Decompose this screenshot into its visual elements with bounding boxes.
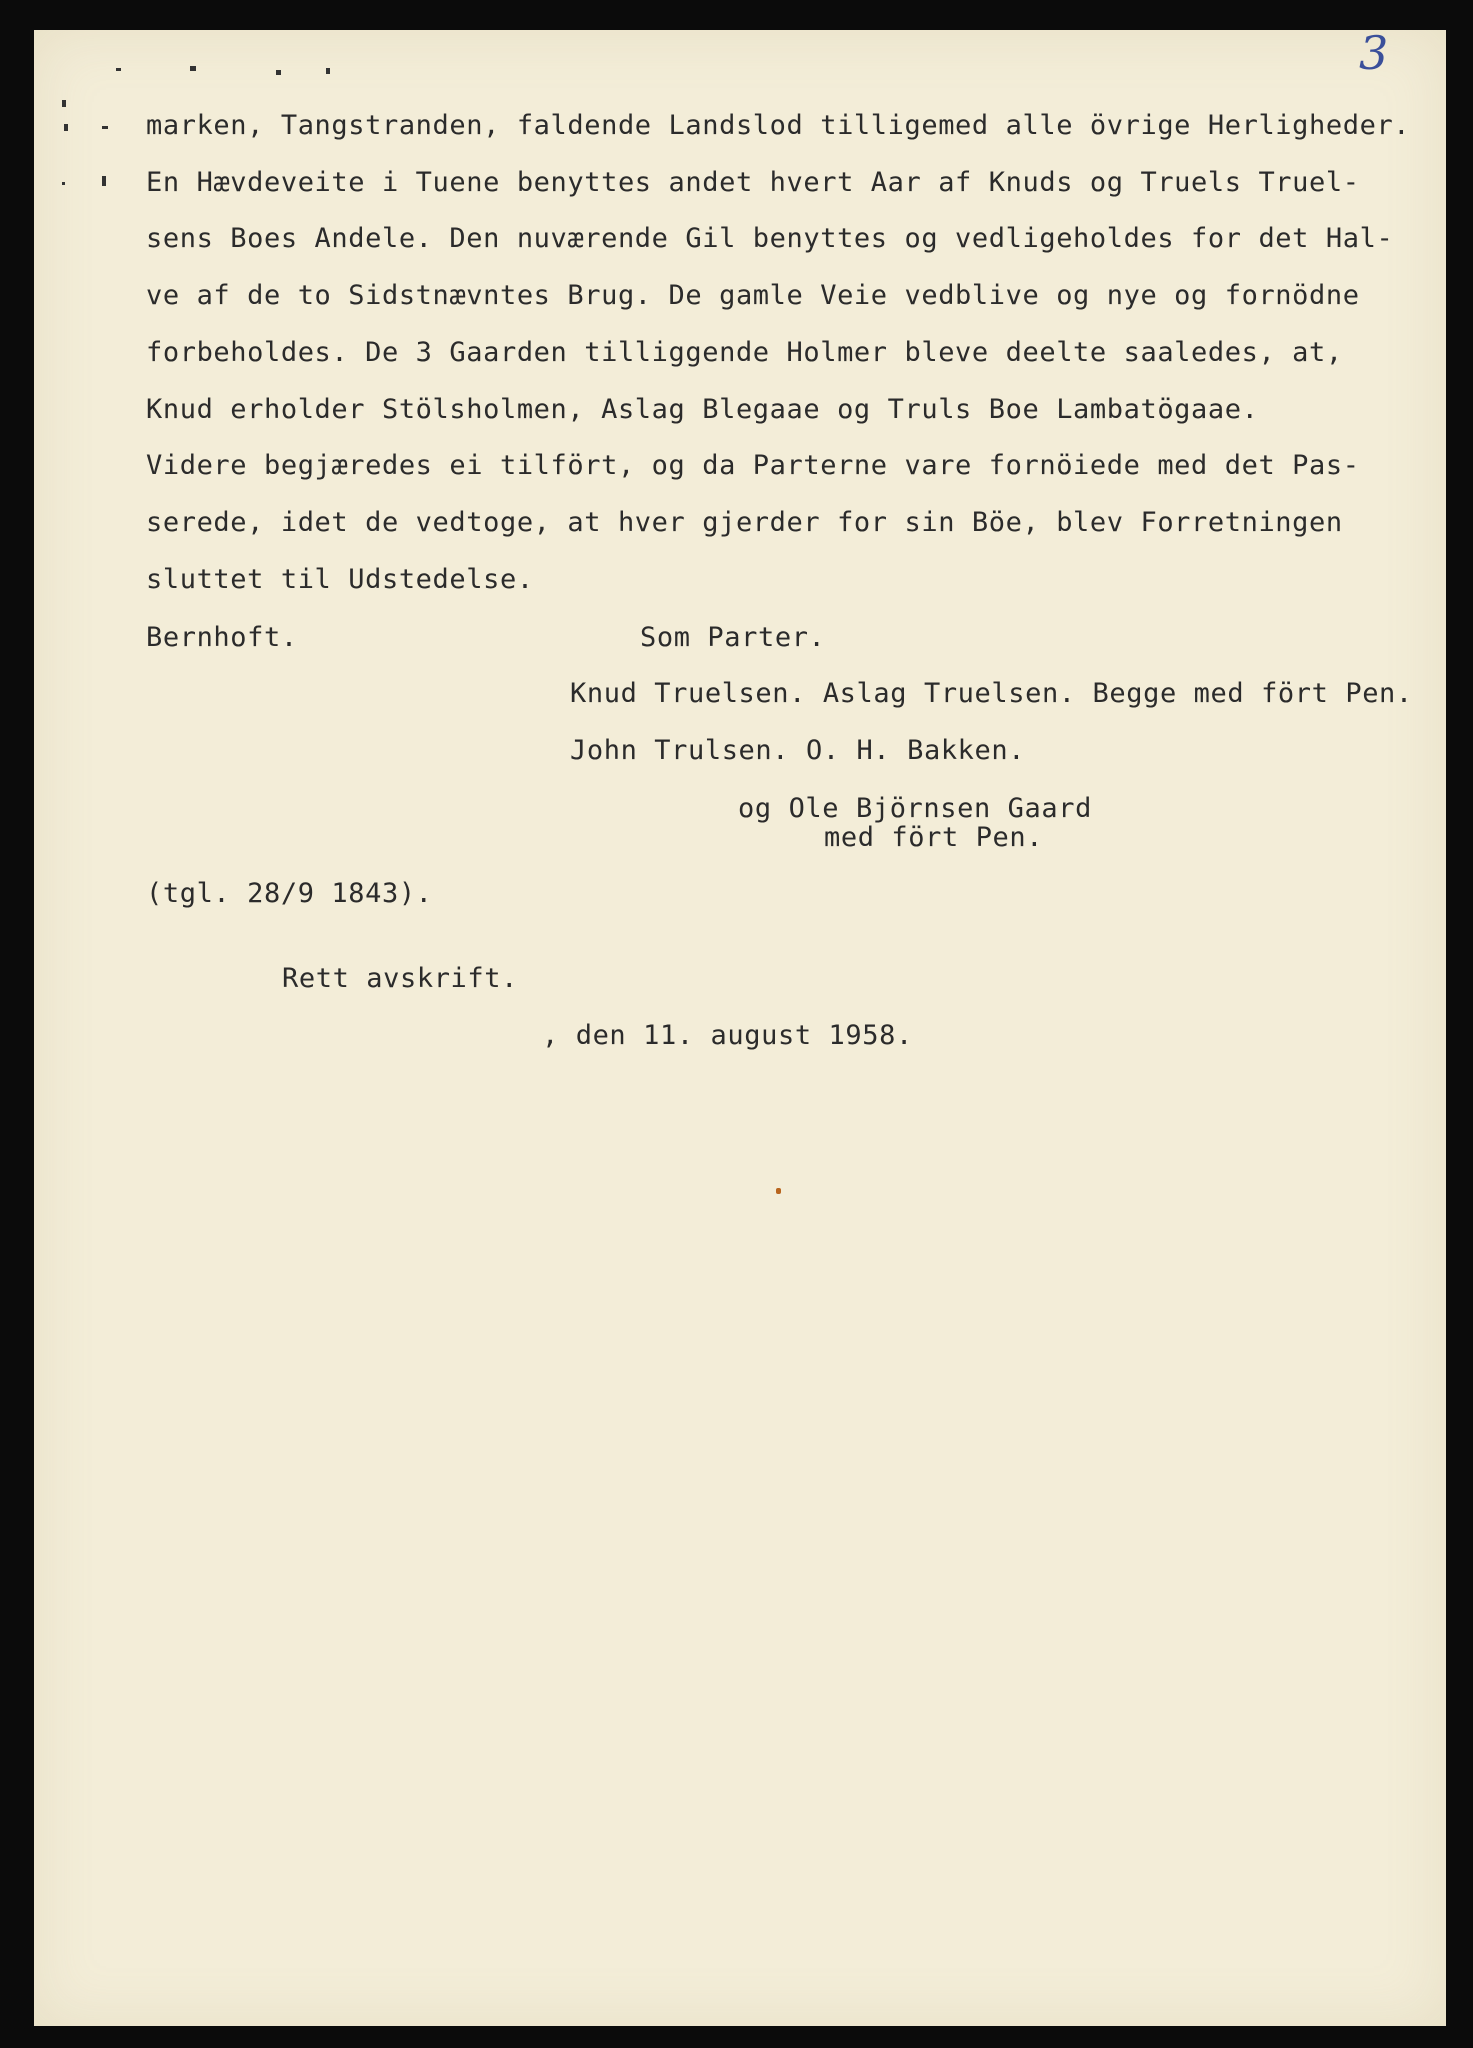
margin-mark [102,176,106,186]
margin-mark [276,70,281,75]
body-line: sluttet til Udstedelse. [146,564,534,595]
signatory: Bernhoft. [146,622,298,653]
body-line: En Hævdeveite i Tuene benyttes andet hvert Aar af Knuds og Truels Truel- [146,167,1360,198]
margin-mark [326,68,330,74]
ink-spot [776,1188,781,1194]
date-line: , den 11. august 1958. [542,1020,913,1051]
parties-heading: Som Parter. [640,622,826,653]
body-line: Knud erholder Stölsholmen, Aslag Blegaae og Truls Boe Lambatögaae. [146,394,1259,425]
body-line: serede, idet de vedtoge, at hver gjerder for sin Böe, blev Forretningen [146,507,1343,538]
document-page [34,26,1446,2026]
margin-mark [62,182,65,185]
margin-mark [116,68,121,71]
last-party-line: og Ole Björnsen Gaard [738,793,1092,824]
parties-line: John Trulsen. O. H. Bakken. [570,735,1026,766]
registration-note: (tgl. 28/9 1843). [146,878,433,909]
page-number: 3 [1359,26,1389,80]
margin-mark [102,126,108,129]
margin-mark [64,124,68,131]
body-line: marken, Tangstranden, faldende Landslod tilligemed alle övrige Herligheder. [146,110,1411,141]
last-party-line: med fört Pen. [824,822,1044,853]
body-line: ve af de to Sidstnævntes Brug. De gamle Veie vedblive og nye og fornödne [146,280,1360,311]
body-line: Videre begjæredes ei tilfört, og da Parterne vare fornöiede med det Pas- [146,450,1360,481]
certification: Rett avskrift. [282,963,518,994]
body-line: sens Boes Andele. Den nuværende Gil benyttes og vedligeholdes for det Hal- [146,223,1394,254]
margin-mark [62,100,66,107]
parties-line: Knud Truelsen. Aslag Truelsen. Begge med fört Pen. [570,678,1413,709]
body-line: forbeholdes. De 3 Gaarden tilliggende Holmer bleve deelte saaledes, at, [146,337,1343,368]
margin-mark [190,66,196,71]
